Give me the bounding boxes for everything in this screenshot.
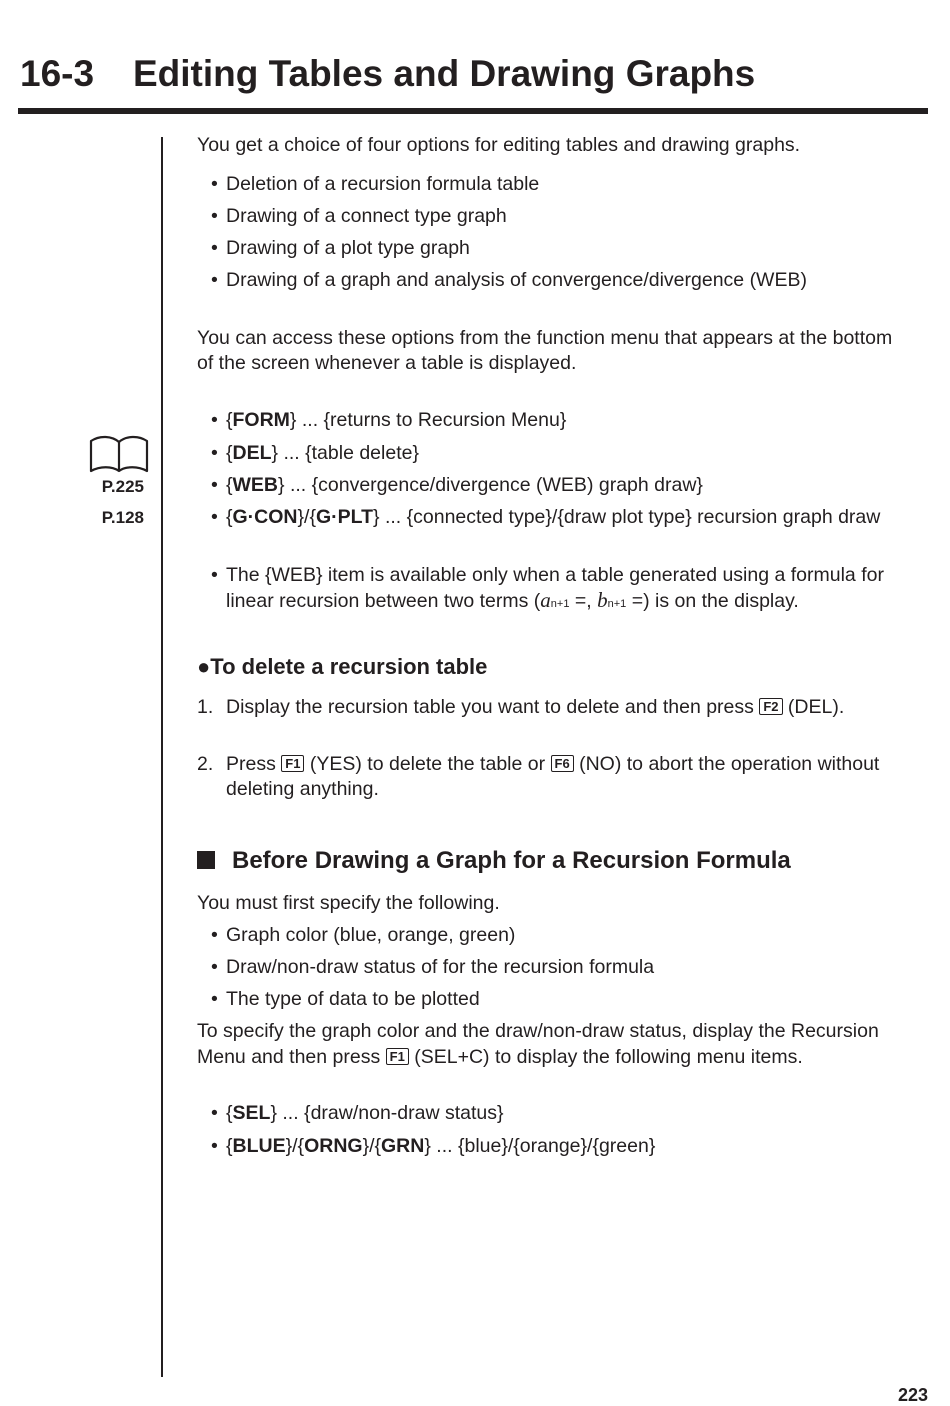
menu-item-del: {DEL} ... {table delete} <box>226 442 419 464</box>
graph-section-heading <box>197 846 791 876</box>
menu-key: BLUE <box>232 1135 286 1157</box>
step-text: (YES) to delete the table or <box>309 753 546 775</box>
var-b-sub: n+1 <box>607 598 627 610</box>
margin-rule <box>161 137 163 1377</box>
menu-key: WEB <box>232 474 279 496</box>
access-text: You can access these options from the function menu that appears at the bottom <box>197 327 893 349</box>
specify-text <box>197 1044 803 1070</box>
menu-item-colors: {BLUE}/{ORNG}/{GRN} ... {blue}/{orange}/{green} <box>226 1135 656 1157</box>
bullet: • <box>211 442 218 464</box>
menu-key: SEL <box>232 1102 271 1124</box>
graph-item: Graph color (blue, orange, green) <box>226 924 516 946</box>
step-2 <box>226 751 879 777</box>
bullet: • <box>211 474 218 496</box>
graph-intro: You must first specify the following. <box>197 892 500 914</box>
bullet: • <box>211 269 218 291</box>
f6-key: F6 <box>551 755 574 772</box>
menu-item-gcon: {G·CON}/{G·PLT} ... {connected type}/{draw plot type} recursion graph draw <box>226 506 881 528</box>
menu-key: GRN <box>381 1135 425 1157</box>
menu-key: G·PLT <box>315 506 374 528</box>
section-number: 16-3 <box>20 53 95 94</box>
bullet: • <box>211 956 218 978</box>
graph-section-title: Before Drawing a Graph for a Recursion Formula <box>232 847 791 874</box>
f1-key: F1 <box>281 755 304 772</box>
menu-key: G·CON <box>232 506 298 528</box>
web-note-text: linear recursion between two terms ( <box>226 590 541 612</box>
step-text: (NO) to abort the operation without <box>579 753 880 775</box>
web-note-text: =, <box>569 590 598 612</box>
specify-text: To specify the graph color and the draw/non-draw status, display the Recursion <box>197 1020 879 1042</box>
open-book-icon <box>88 433 150 475</box>
web-note <box>226 587 799 617</box>
menu-desc: ... {table delete} <box>283 442 419 464</box>
bullet: • <box>211 988 218 1010</box>
step-number: 1. <box>197 696 214 718</box>
graph-item: Draw/non-draw status of for the recursion formula <box>226 956 655 978</box>
menu-key: FORM <box>232 409 290 431</box>
web-note: The {WEB} item is available only when a table generated using a formula for <box>226 564 884 586</box>
bullet: • <box>211 1135 218 1157</box>
bullet: • <box>211 173 218 195</box>
page-title <box>20 48 755 100</box>
title-rule <box>18 108 928 114</box>
bullet: • <box>211 237 218 259</box>
intro-text: You get a choice of four options for editing tables and drawing graphs. <box>197 134 801 156</box>
menu-desc: ... {draw/non-draw status} <box>282 1102 504 1124</box>
step-2-continued: deleting anything. <box>226 778 379 800</box>
bullet: • <box>211 409 218 431</box>
menu-key: DEL <box>232 442 272 464</box>
graph-item: The type of data to be plotted <box>226 988 480 1010</box>
option-item: Deletion of a recursion formula table <box>226 173 540 195</box>
bullet: • <box>211 924 218 946</box>
step-1 <box>226 694 844 720</box>
section-title: Editing Tables and Drawing Graphs <box>133 53 756 94</box>
option-item: Drawing of a connect type graph <box>226 205 507 227</box>
menu-desc: ... {returns to Recursion Menu} <box>301 409 567 431</box>
page-number: 223 <box>897 1385 928 1405</box>
bullet: • <box>211 205 218 227</box>
f2-key: F2 <box>759 698 782 715</box>
menu-desc: ... {convergence/divergence (WEB) graph draw} <box>289 474 703 496</box>
delete-heading: ●To delete a recursion table <box>197 654 488 679</box>
var-b: b <box>597 588 608 612</box>
menu-desc: ... {connected type}/{draw plot type} recursion graph draw <box>384 506 881 528</box>
square-marker-icon <box>197 851 215 869</box>
bullet: • <box>211 506 218 528</box>
bullet: • <box>211 1102 218 1124</box>
var-a-sub: n+1 <box>550 598 570 610</box>
step-text: Press <box>226 753 276 775</box>
step-text: (DEL). <box>787 696 845 718</box>
step-text: Display the recursion table you want to delete and then press <box>226 696 754 718</box>
menu-item-web: {WEB} ... {convergence/divergence (WEB) graph draw} <box>226 474 703 496</box>
f1-key: F1 <box>386 1048 409 1065</box>
var-a: a <box>540 588 551 612</box>
margin-ref-p225: P.225 <box>101 477 144 496</box>
menu-item-sel: {SEL} ... {draw/non-draw status} <box>226 1102 504 1124</box>
option-item: Drawing of a graph and analysis of convergence/divergence (WEB) <box>226 269 807 291</box>
menu-desc: ... {blue}/{orange}/{green} <box>436 1135 656 1157</box>
margin-ref-p128: P.128 <box>101 508 144 527</box>
option-item: Drawing of a plot type graph <box>226 237 470 259</box>
menu-key: ORNG <box>304 1135 363 1157</box>
step-number: 2. <box>197 753 214 775</box>
specify-text-part: Menu and then press <box>197 1046 381 1068</box>
access-text: of the screen whenever a table is displayed. <box>197 352 577 374</box>
specify-text-part: (SEL+C) to display the following menu items. <box>414 1046 803 1068</box>
bullet: • <box>211 564 218 586</box>
menu-item-form: {FORM} ... {returns to Recursion Menu} <box>226 409 567 431</box>
web-note-text: =) is on the display. <box>626 590 799 612</box>
